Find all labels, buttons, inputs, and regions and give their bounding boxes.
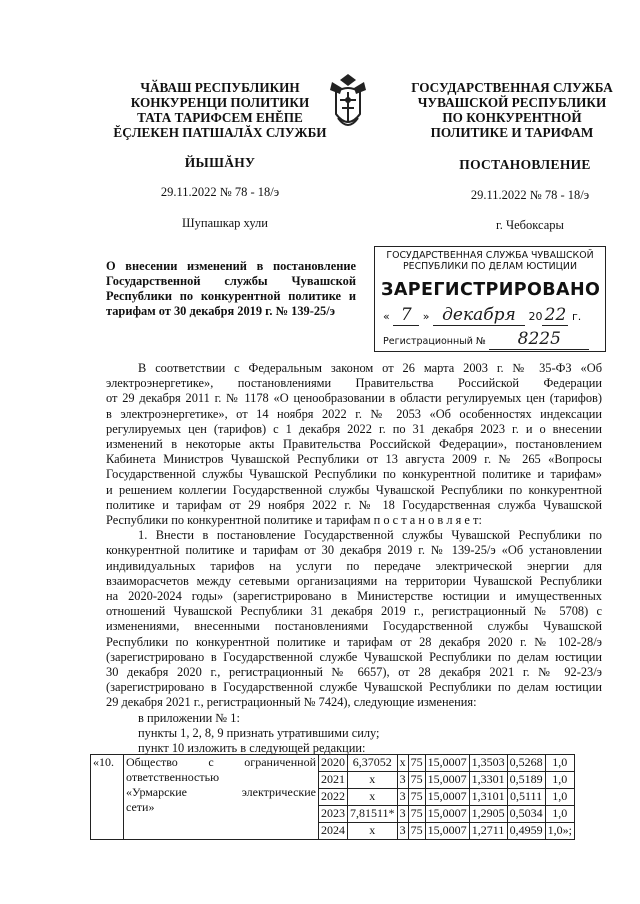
organization-name-line: «Урмарские электрические bbox=[126, 785, 316, 799]
table-cell: 1,2905 bbox=[469, 806, 507, 823]
stamp-authority-line: РЕСПУБЛИКИ ПО ДЕЛАМ ЮСТИЦИИ bbox=[403, 261, 577, 272]
stamp-authority-line: ГОСУДАРСТВЕННАЯ СЛУЖБА ЧУВАШСКОЙ bbox=[386, 250, 594, 261]
body-line: на 2020-2024 годы» (зарегистрировано в Министерстве юстиции и имущественных bbox=[106, 589, 602, 604]
title-line: Республики по конкурентной политике и bbox=[106, 289, 356, 303]
table-cell: 15,0007 bbox=[425, 755, 469, 772]
document-body bbox=[106, 361, 602, 756]
stamp-month: декабря bbox=[433, 305, 525, 326]
header-chuvash bbox=[100, 80, 340, 140]
table-cell: x bbox=[348, 772, 398, 789]
organization-cell bbox=[124, 755, 319, 840]
header-right-line: ПО КОНКУРЕНТНОЙ bbox=[442, 110, 582, 125]
row-number-cell: «10. bbox=[91, 755, 124, 840]
table-cell: 1,3503 bbox=[469, 755, 507, 772]
table-cell: x bbox=[397, 755, 408, 772]
table-cell: 1,0»; bbox=[545, 823, 574, 840]
body-line: Государственной службы Чувашской Республики по конкурентной политике и тарифам» bbox=[106, 467, 602, 482]
body-line: взаиморасчетов между сетевыми организациями на территории Чувашской Республики bbox=[106, 573, 602, 588]
table-cell: 2020 bbox=[319, 755, 348, 772]
body-line: В соответствии с Федеральным законом от 26 марта 2003 г. № 35-ФЗ «Об bbox=[138, 361, 602, 375]
title-line: О внесении изменений в постановление bbox=[106, 259, 356, 273]
table-cell: 2021 bbox=[319, 772, 348, 789]
place-left: Шупашкар хули bbox=[182, 216, 268, 230]
stamp-date-row bbox=[383, 305, 599, 326]
organization-name-line: сети» bbox=[126, 800, 155, 814]
table-cell: 1,3101 bbox=[469, 789, 507, 806]
body-line: изменениями, внесенными постановлениями Государственной службы Чувашской bbox=[106, 619, 602, 634]
title-line: тарифам от 30 декабря 2019 г. № 139-25/э bbox=[106, 304, 336, 318]
header-right-line: ЧУВАШСКОЙ РЕСПУБЛИКИ bbox=[417, 95, 607, 110]
doc-type-chuvash: ЙЫШĂНУ bbox=[184, 155, 256, 170]
table-cell: 75 bbox=[408, 806, 425, 823]
doc-type-russian: ПОСТАНОВЛЕНИЕ bbox=[459, 157, 591, 172]
body-line: 30 декабря 2020 г., регистрационный № 6657), от 28 декабря 2021 г. № 92-23/э bbox=[106, 665, 602, 680]
body-line: конкурентной политике и тарифам от 30 декабря 2019 г. № 139-25/э «Об установлении bbox=[106, 543, 602, 558]
document-title bbox=[106, 259, 356, 319]
table-cell: 1,0 bbox=[545, 789, 574, 806]
header-left-line: ĔÇЛЕКЕН ПАТШАЛĂХ СЛУЖБИ bbox=[113, 125, 327, 140]
body-line: и решением коллегии Государственной службы Чувашской Республики по конкурентной bbox=[106, 482, 602, 497]
stamp-year: 22 bbox=[542, 305, 568, 326]
body-line: 29 декабря 2021 г., регистрационный № 7424), следующие изменения: bbox=[106, 695, 477, 710]
stamp-number-row bbox=[383, 329, 599, 350]
table-cell: 75 bbox=[408, 755, 425, 772]
stamp-reg-label: Регистрационный № bbox=[383, 336, 486, 347]
table-cell: 2023 bbox=[319, 806, 348, 823]
body-line: (зарегистрировано в Государственной службе Чувашской Республики по делам юстиции bbox=[106, 680, 602, 695]
table-cell: 0,5268 bbox=[507, 755, 545, 772]
stamp-year-prefix: 20 bbox=[528, 310, 543, 323]
body-line: Кабинета Министров Чувашской Республики от 13 августа 2009 г. № 265 «Вопросы bbox=[106, 452, 602, 467]
paragraph-item-1 bbox=[106, 528, 602, 710]
coat-of-arms-emblem-icon bbox=[318, 70, 378, 134]
table-cell: 15,0007 bbox=[425, 823, 469, 840]
body-line-item-10: пункт 10 изложить в следующей редакции: bbox=[138, 741, 366, 756]
body-line: в электроэнергетике», от 14 ноября 2022 г. № 2053 «Об особенностях индексации bbox=[106, 406, 602, 421]
table-row bbox=[91, 755, 575, 772]
table-cell: 7,81511* bbox=[348, 806, 398, 823]
header-left-line: ЧӐВАШ РЕСПУБЛИКИН bbox=[140, 80, 300, 95]
header-left-line: КОНКУРЕНЦИ ПОЛИТИКИ bbox=[130, 95, 310, 110]
table-cell: 3 bbox=[397, 806, 408, 823]
table-cell: 2024 bbox=[319, 823, 348, 840]
stamp-quote-close: » bbox=[422, 310, 430, 323]
body-line: изменений в некоторые акты Правительства Российской Федерации», постановлением bbox=[106, 437, 602, 452]
body-line: электроэнергетике», постановлениями Правительства Российской Федерации bbox=[106, 376, 602, 391]
table-cell: 6,37052 bbox=[348, 755, 398, 772]
organization-name-line: ответственностью bbox=[126, 770, 220, 784]
table-cell: x bbox=[348, 823, 398, 840]
body-line: политике и тарифам от 29 ноября 2022 г. № 18 Государственная служба Чувашской bbox=[106, 497, 602, 512]
table-cell: 1,0 bbox=[545, 755, 574, 772]
table-cell: 2022 bbox=[319, 789, 348, 806]
table-cell: 0,4959 bbox=[507, 823, 545, 840]
stamp-quote-open: « bbox=[383, 310, 390, 323]
table-cell: 15,0007 bbox=[425, 772, 469, 789]
table-cell: 1,2711 bbox=[469, 823, 507, 840]
stamp-day: 7 bbox=[393, 305, 419, 326]
table-cell: 0,5111 bbox=[507, 789, 545, 806]
table-cell: 3 bbox=[397, 823, 408, 840]
header-right-line: ПОЛИТИКЕ И ТАРИФАМ bbox=[430, 125, 594, 140]
body-line-items-void: пункты 1, 2, 8, 9 признать утратившими силу; bbox=[138, 725, 380, 740]
place-right: г. Чебоксары bbox=[496, 218, 564, 232]
header-right-line: ГОСУДАРСТВЕННАЯ СЛУЖБА bbox=[411, 80, 613, 95]
table-cell: 1,0 bbox=[545, 806, 574, 823]
body-line: от 29 декабря 2011 г. № 1178 «О ценообразовании в области регулируемых цен (тарифов) bbox=[106, 391, 602, 406]
title-line: Государственной службы Чувашской bbox=[106, 274, 356, 288]
body-line: Республики по конкурентной политике и тарифам от 28 декабря 2020 г. № 102-28/э bbox=[106, 634, 602, 649]
amendment-lines bbox=[106, 711, 602, 757]
table-cell: 1,3301 bbox=[469, 772, 507, 789]
table-cell: 15,0007 bbox=[425, 789, 469, 806]
table-cell: 3 bbox=[397, 772, 408, 789]
body-line: 1. Внести в постановление Государственной службы Чувашской Республики по bbox=[138, 528, 602, 543]
organization-name-line: Общество с ограниченной bbox=[126, 755, 316, 769]
table-cell: 3 bbox=[397, 789, 408, 806]
table-cell: 0,5189 bbox=[507, 772, 545, 789]
table-cell: 0,5034 bbox=[507, 806, 545, 823]
header-left-line: ТАТА ТАРИФСЕМ ЕНĔПЕ bbox=[137, 110, 303, 125]
registration-stamp bbox=[374, 246, 606, 352]
header-russian bbox=[405, 80, 619, 140]
body-line: (зарегистрировано в Государственной службе Чувашской Республики по делам юстиции bbox=[106, 649, 602, 664]
table-cell: 75 bbox=[408, 823, 425, 840]
body-line: индивидуальных тарифов на услуги по передаче электрической энергии для bbox=[106, 558, 602, 573]
doc-date-number-right: 29.11.2022 № 78 - 18/э bbox=[470, 188, 590, 202]
table-cell: 75 bbox=[408, 772, 425, 789]
stamp-year-suffix: г. bbox=[571, 310, 582, 323]
table-cell: 75 bbox=[408, 789, 425, 806]
table-cell: 1,0 bbox=[545, 772, 574, 789]
body-line: Республики по конкурентной политике и тарифам п о с т а н о в л я е т: bbox=[106, 513, 482, 528]
doc-date-number-left: 29.11.2022 № 78 - 18/э bbox=[160, 185, 280, 199]
paragraph-preamble bbox=[106, 361, 602, 528]
table-cell: x bbox=[348, 789, 398, 806]
stamp-reg-number: 8225 bbox=[489, 329, 589, 350]
stamp-registered-label: ЗАРЕГИСТРИРОВАНО bbox=[381, 280, 601, 300]
body-line: отношений Чувашской Республики 31 декабря 2019 г., регистрационный № 5708) с bbox=[106, 604, 602, 619]
body-line-appendix: в приложении № 1: bbox=[138, 710, 240, 725]
table-cell: 15,0007 bbox=[425, 806, 469, 823]
body-line: регулируемых цен (тарифов) с 1 декабря 2022 г. по 31 декабря 2023 г. и о внесении bbox=[106, 421, 602, 436]
tariff-table bbox=[90, 754, 575, 840]
